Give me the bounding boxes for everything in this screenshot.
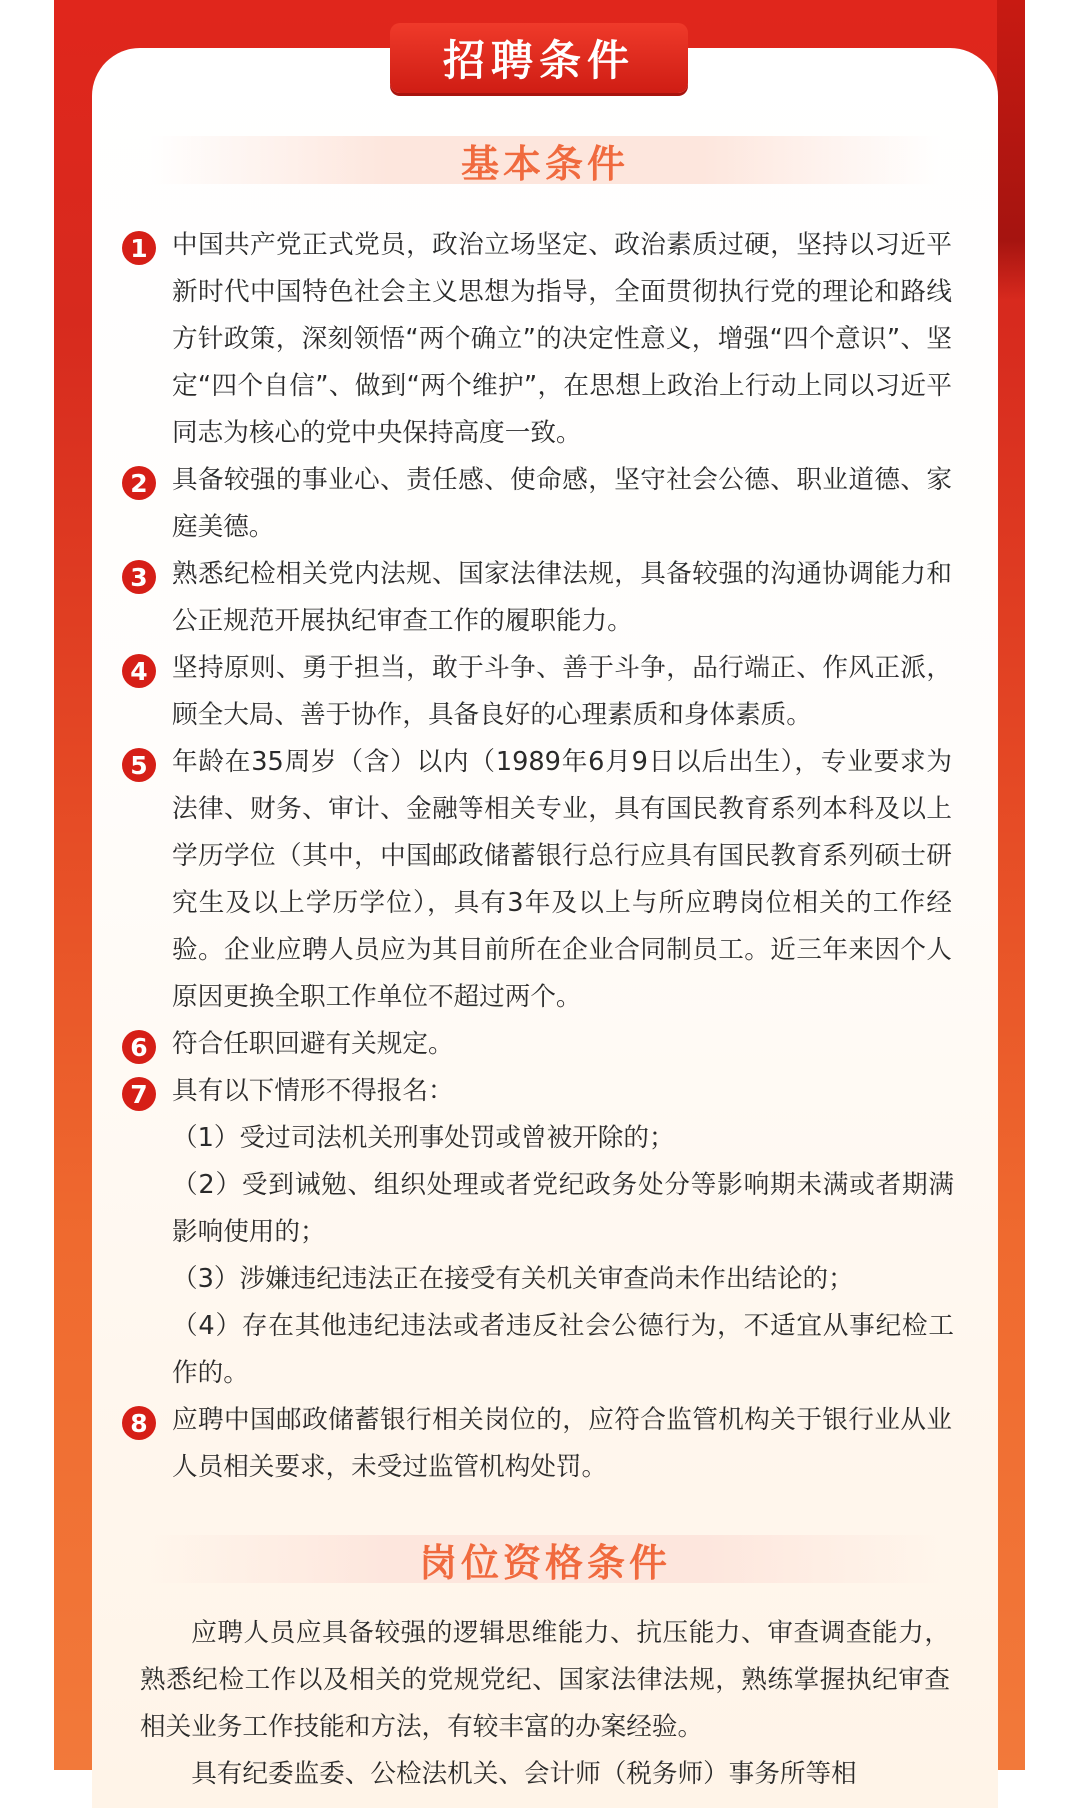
item-text: 具备较强的事业心、责任感、使命感，坚守社会公德、职业道德、家庭美德。	[172, 465, 952, 542]
section-title-basic: 基本条件	[150, 136, 940, 184]
sub-item: （4）存在其他违纪违法或者违反社会公德行为，不适宜从事纪检工作的。	[172, 1311, 954, 1388]
number-badge: 3	[122, 560, 156, 594]
item-text: 中国共产党正式党员，政治立场坚定、政治素质过硬，坚持以习近平新时代中国特色社会主义思想为指导，全面贯彻执行党的理论和路线方针政策，深刻领悟“两个确立”的决定性意义，增强“四个意识”、坚定“四个自信”、做到“两个维护”，在思想上政治上行动上同以习近平同志为核心的党中央保持高度一致。	[172, 230, 952, 448]
sub-item: （2）受到诫勉、组织处理或者党纪政务处分等影响期未满或者期满影响使用的；	[172, 1170, 954, 1247]
paragraph: 具有纪委监委、公检法机关、会计师（税务师）事务所等相	[191, 1759, 857, 1789]
item-text: 符合任职回避有关规定。	[172, 1029, 454, 1059]
section-title-position: 岗位资格条件	[150, 1535, 940, 1583]
sub-item: （1）受过司法机关刑事处罚或曾被开除的；	[172, 1123, 675, 1153]
item-text: 具有以下情形不得报名：	[172, 1076, 454, 1106]
number-badge: 5	[122, 748, 156, 782]
number-badge: 7	[122, 1077, 156, 1111]
number-badge: 6	[122, 1030, 156, 1064]
item-text: 熟悉纪检相关党内法规、国家法律法规，具备较强的沟通协调能力和公正规范开展执纪审查工作的履职能力。	[172, 559, 952, 636]
paragraph: 应聘人员应具备较强的逻辑思维能力、抗压能力、审查调查能力，熟悉纪检工作以及相关的党规党纪、国家法律法规，熟练掌握执纪审查相关业务工作技能和方法，有较丰富的办案经验。	[140, 1618, 950, 1742]
number-badge: 8	[122, 1406, 156, 1440]
item-text: 年龄在35周岁（含）以内（1989年6月9日以后出生），专业要求为法律、财务、审计、金融等相关专业，具有国民教育系列本科及以上学历学位（其中，中国邮政储蓄银行总行应具有国民教育系列硕士研究生及以上学历学位），具有3年及以上与所应聘岗位相关的工作经验。企业应聘人员应为其目前所在企业合同制员工。近三年来因个人原因更换全职工作单位不超过两个。	[172, 747, 952, 1012]
number-badge: 4	[122, 654, 156, 688]
item-text: 应聘中国邮政储蓄银行相关岗位的，应符合监管机构关于银行业从业人员相关要求，未受过监管机构处罚。	[172, 1405, 952, 1482]
sub-item: （3）涉嫌违纪违法正在接受有关机关审查尚未作出结论的；	[172, 1264, 854, 1294]
number-badge: 1	[122, 231, 156, 265]
item-text: 坚持原则、勇于担当，敢于斗争、善于斗争，品行端正、作风正派，顾全大局、善于协作，具备良好的心理素质和身体素质。	[172, 653, 952, 730]
number-badge: 2	[122, 466, 156, 500]
page-title: 招聘条件	[390, 23, 688, 93]
